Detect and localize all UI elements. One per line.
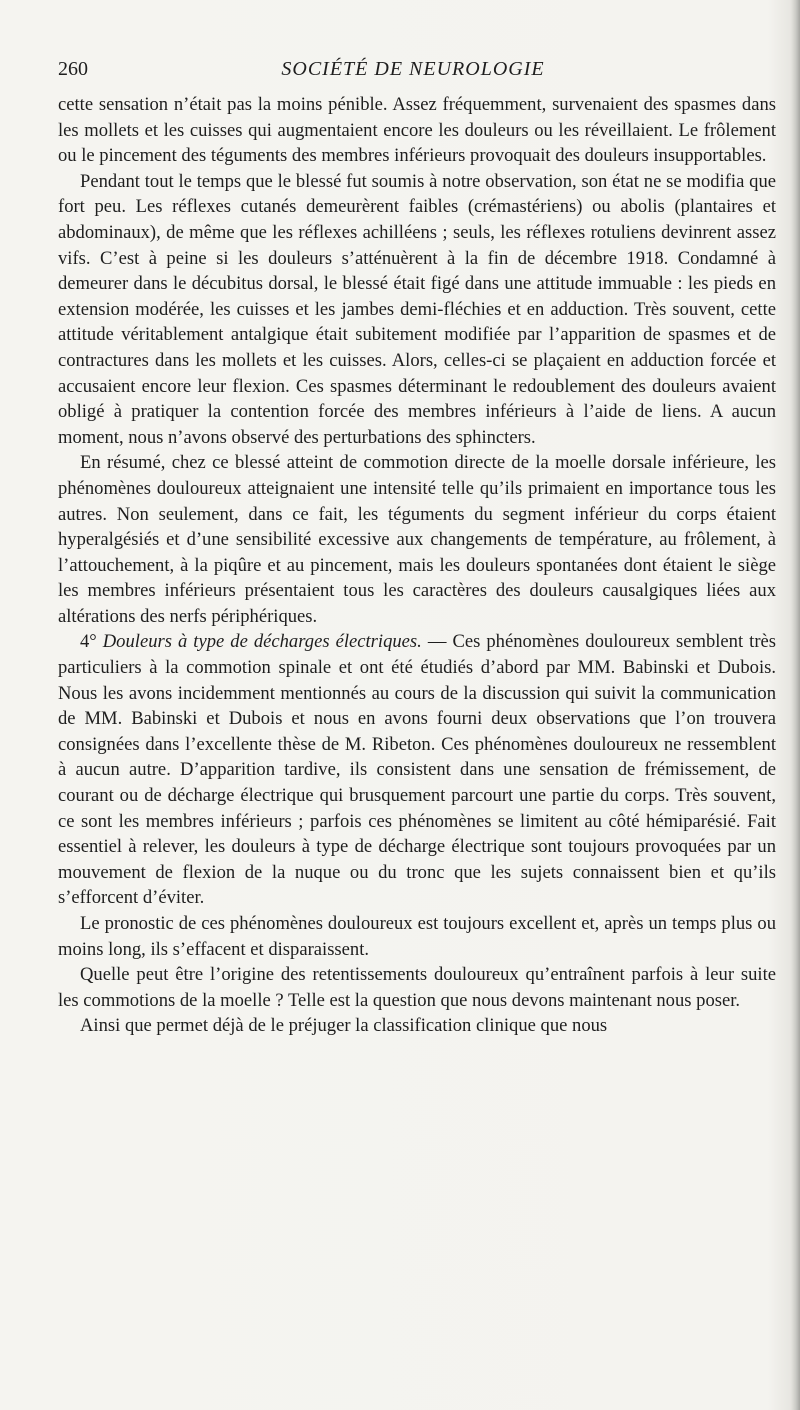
paragraph-text: En résumé, chez ce blessé atteint de commotion directe de la moelle dorsale inférieure, les phénomènes douloureux atteignaient une intensité telle qu’ils primaient en importance tous les autres. Non seulement, dans ce fait, les téguments du segment inférieur du corps étaient hyperalgésiés et d’une sensibilité excessive aux changements de température, au frôlement, à l’attouchement, à la piqûre et au pincement, mais les douleurs spontanées dont étaient le siège les membres inférieurs présentaient tous les caractères des douleurs causalgiques liées aux altérations des nerfs périphériques. — [58, 452, 776, 627]
page-number: 260 — [58, 58, 88, 80]
body-text — [58, 92, 776, 1039]
paragraph-text: Quelle peut être l’origine des retentissements douloureux qu’entraînent parfois à leur suite les commotions de la moelle ? Telle est la question que nous devons maintenant nous poser. — [58, 964, 776, 1011]
paragraph-text: cette sensation n’était pas la moins pénible. Assez fréquemment, survenaient des spasmes dans les mollets et les cuisses qui augmentaient encore les douleurs ou les réveillaient. Le frôlement ou le pincement des téguments des membres inférieurs provoquait des douleurs insupportables. — [58, 94, 776, 167]
paragraph-6 — [58, 962, 776, 1013]
paragraph-2 — [58, 169, 776, 451]
paragraph-text: Ainsi que permet déjà de le préjuger la classification clinique que nous — [80, 1015, 608, 1037]
paragraph-1 — [58, 92, 776, 169]
paragraph-3 — [58, 450, 776, 629]
section-heading: Douleurs à type de décharges électriques. — [102, 631, 422, 653]
paragraph-text: Le pronostic de ces phénomènes douloureux est toujours excellent et, après un temps plus ou moins long, ils s’effacent et disparaissent. — [58, 913, 776, 960]
page-edge-shadow — [790, 0, 800, 1410]
page-header — [58, 58, 768, 86]
paragraph-5 — [58, 911, 776, 962]
section-number: 4° — [80, 631, 103, 653]
paragraph-text: — Ces phénomènes douloureux semblent très particuliers à la commotion spinale et ont été étudiés d’abord par MM. Babinski et Dubois. Nous les avons incidemment mentionnés au cours de la discussion qui suivit la communication de MM. Babinski et Dubois et nous en avons fourni deux observations que l’on trouvera consignées dans l’excellente thèse de M. Ribeton. Ces phénomènes douloureux ne ressemblent à aucun autre. D’apparition tardive, ils consistent dans une sensation de frémissement, de courant ou de décharge électrique qui brusquement parcourt une partie du corps. Très souvent, ce sont les membres inférieurs ; parfois ces phénomènes se limitent au côté hémiparésié. Fait essentiel à relever, les douleurs à type de décharge électrique sont toujours provoquées par un mouvement de flexion de la nuque ou du tronc que les sujets connaissent bien et qu’ils s’efforcent d’éviter. — [58, 631, 776, 909]
paragraph-text: Pendant tout le temps que le blessé fut soumis à notre observation, son état ne se modifia que fort peu. Les réflexes cutanés demeurèrent faibles (crémastériens) ou abolis (plantaires et abdominaux), de même que les réflexes achilléens ; seuls, les réflexes rotuliens devinrent assez vifs. C’est à peine si les douleurs s’atténuèrent à la fin de décembre 1918. Condamné à demeurer dans le décubitus dorsal, le blessé était figé dans une attitude immuable : les pieds en extension modérée, les cuisses et les jambes demi-fléchies et en adduction. Très souvent, cette attitude véritablement antalgique était subitement modifiée par l’apparition de spasmes et de contractures dans les mollets et les cuisses. Alors, celles-ci se plaçaient en adduction forcée et accusaient encore leur flexion. Ces spasmes déterminant le redoublement des douleurs avaient obligé à pratiquer la contention forcée des membres inférieurs à l’aide de liens. A aucun moment, nous n’avons observé des perturbations des sphincters. — [58, 170, 776, 448]
running-title: SOCIÉTÉ DE NEUROLOGIE — [281, 58, 545, 80]
paragraph-4 — [58, 629, 776, 911]
paragraph-7 — [58, 1013, 776, 1039]
